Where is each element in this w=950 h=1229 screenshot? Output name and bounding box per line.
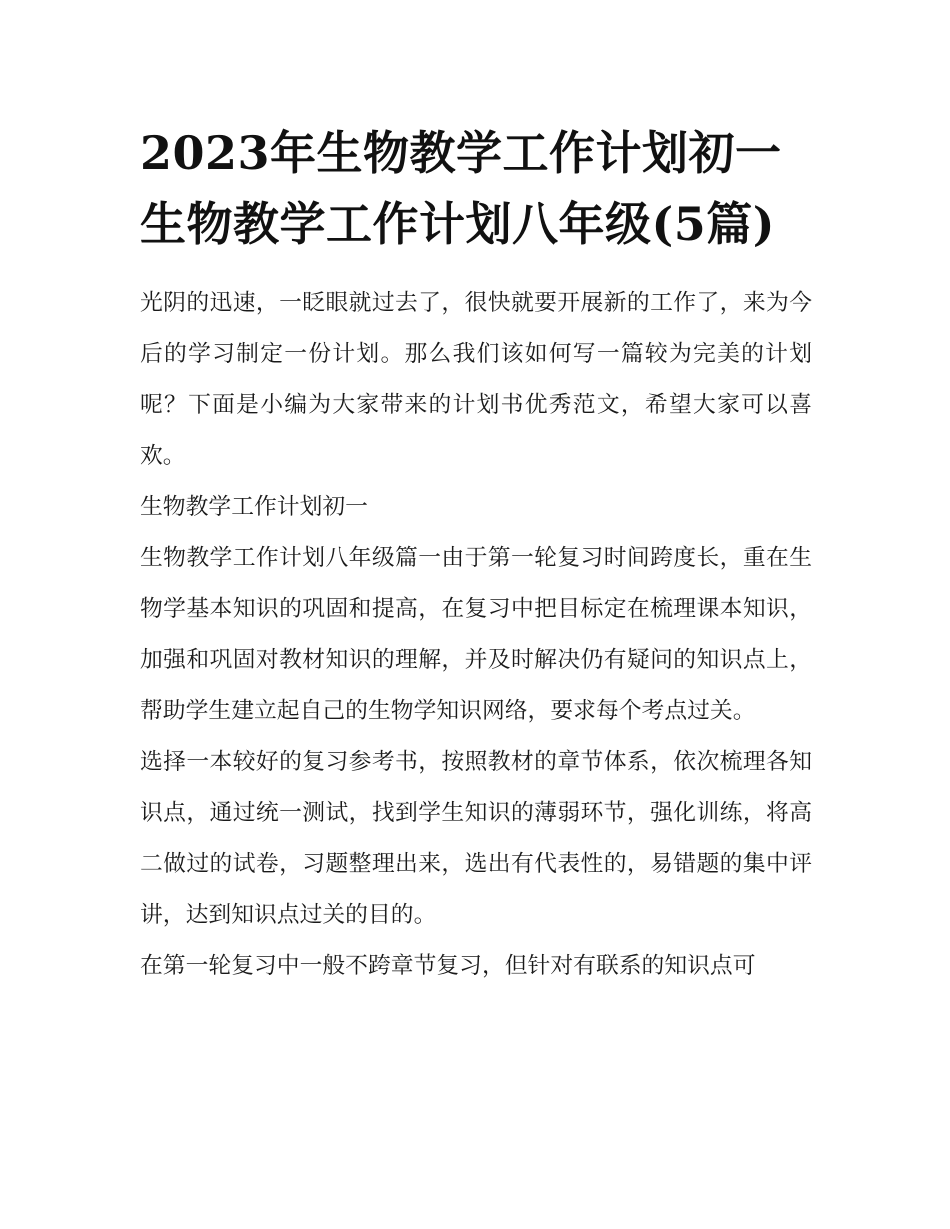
body-paragraph: 在第一轮复习中一般不跨章节复习，但针对有联系的知识点可 bbox=[140, 953, 756, 979]
document-title: 2023年生物教学工作计划初一 生物教学工作计划八年级(5篇) bbox=[140, 126, 782, 251]
body-paragraph: 选择一本较好的复习参考书，按照教材的章节体系，依次梳理各知识点，通过统一测试，找到学生知识的薄弱环节，强化训练，将高二做过的试卷，习题整理出来，选出有代表性的，易错题的集中评讲，达到知识点过关的目的。 bbox=[140, 749, 812, 928]
document-page bbox=[140, 118, 812, 992]
section-heading: 生物教学工作计划初一 bbox=[140, 494, 368, 520]
body-paragraph: 生物教学工作计划八年级篇一由于第一轮复习时间跨度长，重在生物学基本知识的巩固和提高，在复习中把目标定在梳理课本知识，加强和巩固对教材知识的理解，并及时解决仍有疑问的知识点上，帮助学生建立起自己的生物学知识网络，要求每个考点过关。 bbox=[140, 545, 812, 724]
intro-paragraph: 光阴的迅速，一眨眼就过去了，很快就要开展新的工作了，来为今后的学习制定一份计划。那么我们该如何写一篇较为完美的计划呢？下面是小编为大家带来的计划书优秀范文，希望大家可以喜欢。 bbox=[140, 290, 812, 469]
